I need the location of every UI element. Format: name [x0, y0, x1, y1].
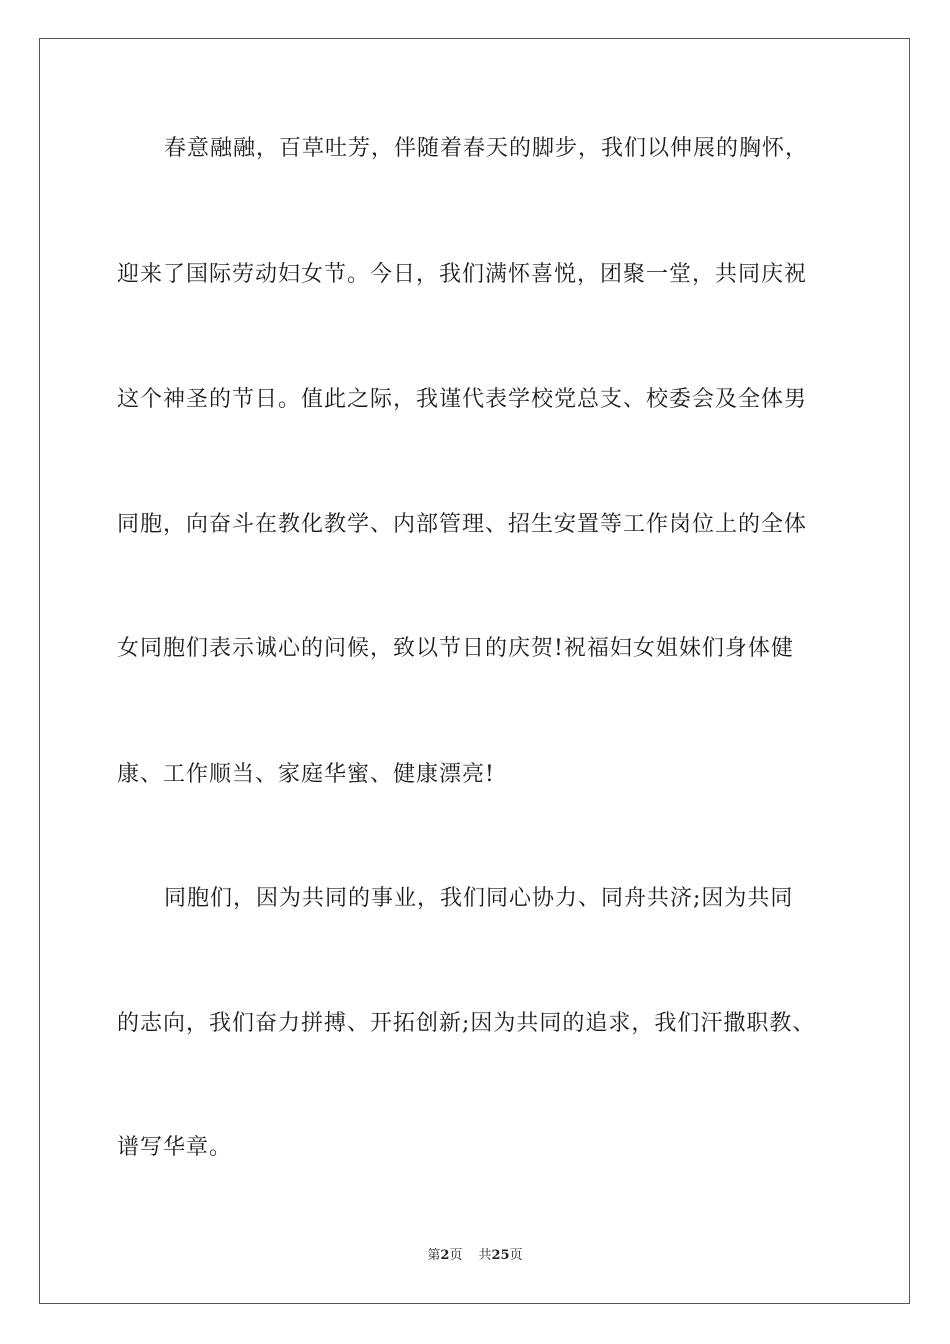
- page-border: [39, 38, 910, 1304]
- page-suffix: 页: [449, 1248, 463, 1263]
- paragraph-1-line-3: 这个神圣的节日。值此之际，我谨代表学校党总支、校委会及全体男: [117, 387, 808, 412]
- paragraph-2-line-1: 同胞们，因为共同的事业，我们同心协力、同舟共济;因为共同: [164, 886, 794, 911]
- page-number: 2: [440, 1248, 450, 1263]
- paragraph-1-line-2: 迎来了国际劳动妇女节。今日，我们满怀喜悦，团聚一堂，共同庆祝: [117, 262, 808, 287]
- paragraph-2-line-2: 的志向，我们奋力拼搏、开拓创新;因为共同的追求，我们汗撒职教、: [117, 1011, 816, 1036]
- total-suffix: 页: [509, 1248, 523, 1263]
- total-prefix: 共: [478, 1248, 492, 1263]
- total-pages: 25: [491, 1248, 510, 1263]
- page-footer: [0, 1248, 950, 1264]
- page-prefix: 第: [427, 1248, 441, 1263]
- paragraph-1-line-4: 同胞，向奋斗在教化教学、内部管理、招生安置等工作岗位上的全体: [117, 512, 808, 537]
- paragraph-2-line-3: 谱写华章。: [117, 1135, 233, 1160]
- paragraph-1-line-6: 康、工作顺当、家庭华蜜、健康漂亮!: [117, 762, 495, 787]
- paragraph-1-line-5: 女同胞们表示诚心的问候，致以节日的庆贺!祝福妇女姐妹们身体健: [117, 636, 794, 661]
- paragraph-1-line-1: 春意融融，百草吐芳，伴随着春天的脚步，我们以伸展的胸怀，: [164, 136, 809, 161]
